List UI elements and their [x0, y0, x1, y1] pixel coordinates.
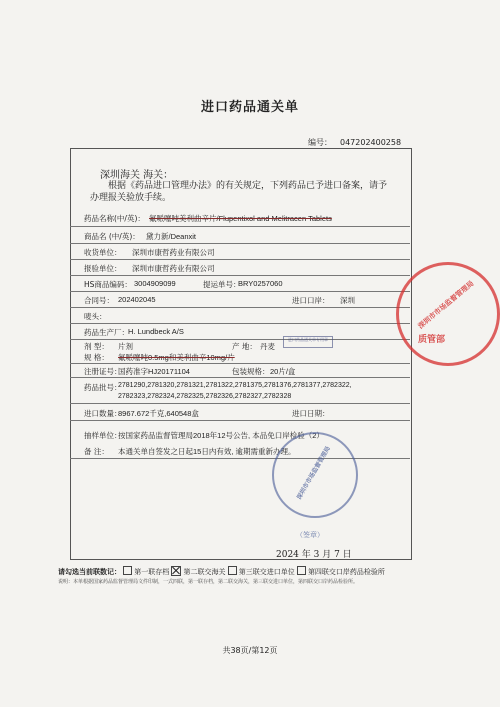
serial-value: 047202400258 [340, 138, 402, 147]
hs-code-value: 3004909099 [134, 279, 176, 288]
manufacturer-value: H. Lundbeck A/S [128, 327, 184, 336]
origin-label: 产 地： [232, 342, 257, 351]
row-divider [70, 259, 410, 260]
hs-code-label: HS商品编码： [84, 280, 132, 289]
unchecked-box-icon [297, 566, 306, 575]
row-divider [70, 339, 410, 340]
copy-option-3[interactable] [228, 568, 295, 576]
bill-of-lading-label: 提运单号： [203, 280, 241, 289]
port-value: 深圳 [340, 296, 355, 305]
serial-number [308, 137, 401, 148]
footer-note: 说明：本单根据国家药品监督管理局文件印制，一式四联，第一联存档，第二联交海关，第三联交进口单位，第四联交口岸药品检验所。 [58, 579, 359, 585]
remark-value: 本通关单自签发之日起15日内有效, 逾期需重新办理。 [118, 447, 296, 456]
copy-option-2-label: 第二联交海关 [183, 568, 226, 576]
copy-option-2[interactable] [171, 568, 225, 576]
row-divider [70, 420, 410, 421]
spec-label: 规 格： [84, 353, 109, 362]
red-official-seal [396, 262, 500, 366]
entry-date-label: 进口日期： [292, 409, 330, 418]
copy-option-4[interactable] [297, 568, 385, 576]
declarant-value: 深圳市康哲药业有限公司 [132, 264, 215, 273]
registration-label: 注册证号： [84, 367, 122, 376]
copy-option-1-label: 第一联存档 [134, 568, 170, 576]
manufacturer-label: 药品生产厂： [84, 328, 129, 337]
row-divider [70, 377, 410, 378]
bill-of-lading-value: BRY0257060 [238, 279, 283, 288]
contract-value: 202402045 [118, 295, 156, 304]
packaging-label: 包装规格： [232, 367, 270, 376]
quantity-label: 进口数量： [84, 409, 122, 418]
unchecked-box-icon [123, 566, 132, 575]
red-seal-text: 深圳市市场监督管理局 [416, 279, 476, 331]
row-divider [70, 226, 410, 227]
spec-value: 氟哌噻吨0.5mg和美利曲辛10mg/片 [118, 353, 235, 362]
row-divider [70, 403, 410, 404]
packaging-value: 20片/盒 [270, 367, 296, 376]
registration-value: 国药准字HJ20171104 [118, 367, 190, 376]
batch-line-2: 2782323,2782324,2782325,2782326,2782327,2782328 [118, 393, 292, 400]
intro-text: 根据《药品进口管理办法》的有关规定，下列药品已予进口备案，请予办理报关验放手续。 [90, 181, 388, 203]
copy-selector-lead: 请勾选当前联数记： [58, 568, 121, 576]
document-title: 进口药品通关单 [200, 100, 299, 115]
consignee-value: 深圳市康哲药业有限公司 [132, 248, 215, 257]
copy-option-4-label: 第四联交口岸药品检验所 [307, 568, 385, 576]
row-divider [70, 243, 410, 244]
port-label: 进口口岸： [292, 296, 330, 305]
red-seal-role: 质管部 [418, 335, 446, 345]
copy-option-1[interactable] [123, 568, 169, 576]
brand-label: 商品名 (中/英)： [84, 232, 140, 241]
customs-stamp: 进口药品通关单专用章 [283, 336, 333, 348]
row-divider [70, 291, 410, 292]
row-divider [70, 363, 410, 364]
mark-label: 唛头： [84, 312, 107, 321]
copy-selector [58, 566, 385, 577]
salutation: 深圳海关 海关： [100, 170, 174, 181]
consignee-label: 收货单位： [84, 248, 122, 257]
brand-value: 黛力新/Deanxit [146, 232, 197, 241]
issue-date: 2024 年 3 月 7 日 [276, 550, 352, 560]
intro-paragraph [90, 180, 390, 204]
contract-label: 合同号： [84, 296, 114, 305]
page-number: 共38页/第12页 [222, 646, 278, 655]
row-divider [70, 275, 410, 276]
stamp-note: （签章） [296, 532, 324, 539]
drug-name-label: 药品名称(中/英)： [84, 214, 145, 223]
row-divider [70, 307, 410, 308]
dosage-value: 片剂 [118, 342, 133, 351]
unchecked-box-icon [228, 566, 237, 575]
origin-value: 丹麦 [260, 342, 275, 351]
row-divider [70, 323, 410, 324]
sampling-label: 抽样单位： [84, 431, 122, 440]
batch-label: 药品批号： [84, 383, 122, 392]
row-divider [70, 458, 410, 459]
copy-option-3-label: 第三联交进口单位 [238, 568, 295, 576]
batch-line-1: 2781290,2781320,2781321,2781322,2781375,2781376,2781377,2782322, [118, 382, 352, 389]
remark-label: 备 注： [84, 447, 109, 456]
sampling-value: 按国家药品监督管理局2018年12号公告, 本品免口岸检验（2） [118, 431, 324, 440]
dosage-label: 剂 型： [84, 342, 109, 351]
declarant-label: 报验单位： [84, 264, 122, 273]
blue-seal-text: 深圳市市场监督管理局 [295, 445, 332, 501]
quantity-value: 8967.672千克,640548盒 [118, 409, 199, 418]
serial-label: 编号： [308, 138, 332, 147]
drug-name-value: 氟哌噻吨美利曲辛片/Flupentixol and Melitracen Tablets [149, 214, 332, 223]
checked-box-icon [171, 566, 181, 576]
